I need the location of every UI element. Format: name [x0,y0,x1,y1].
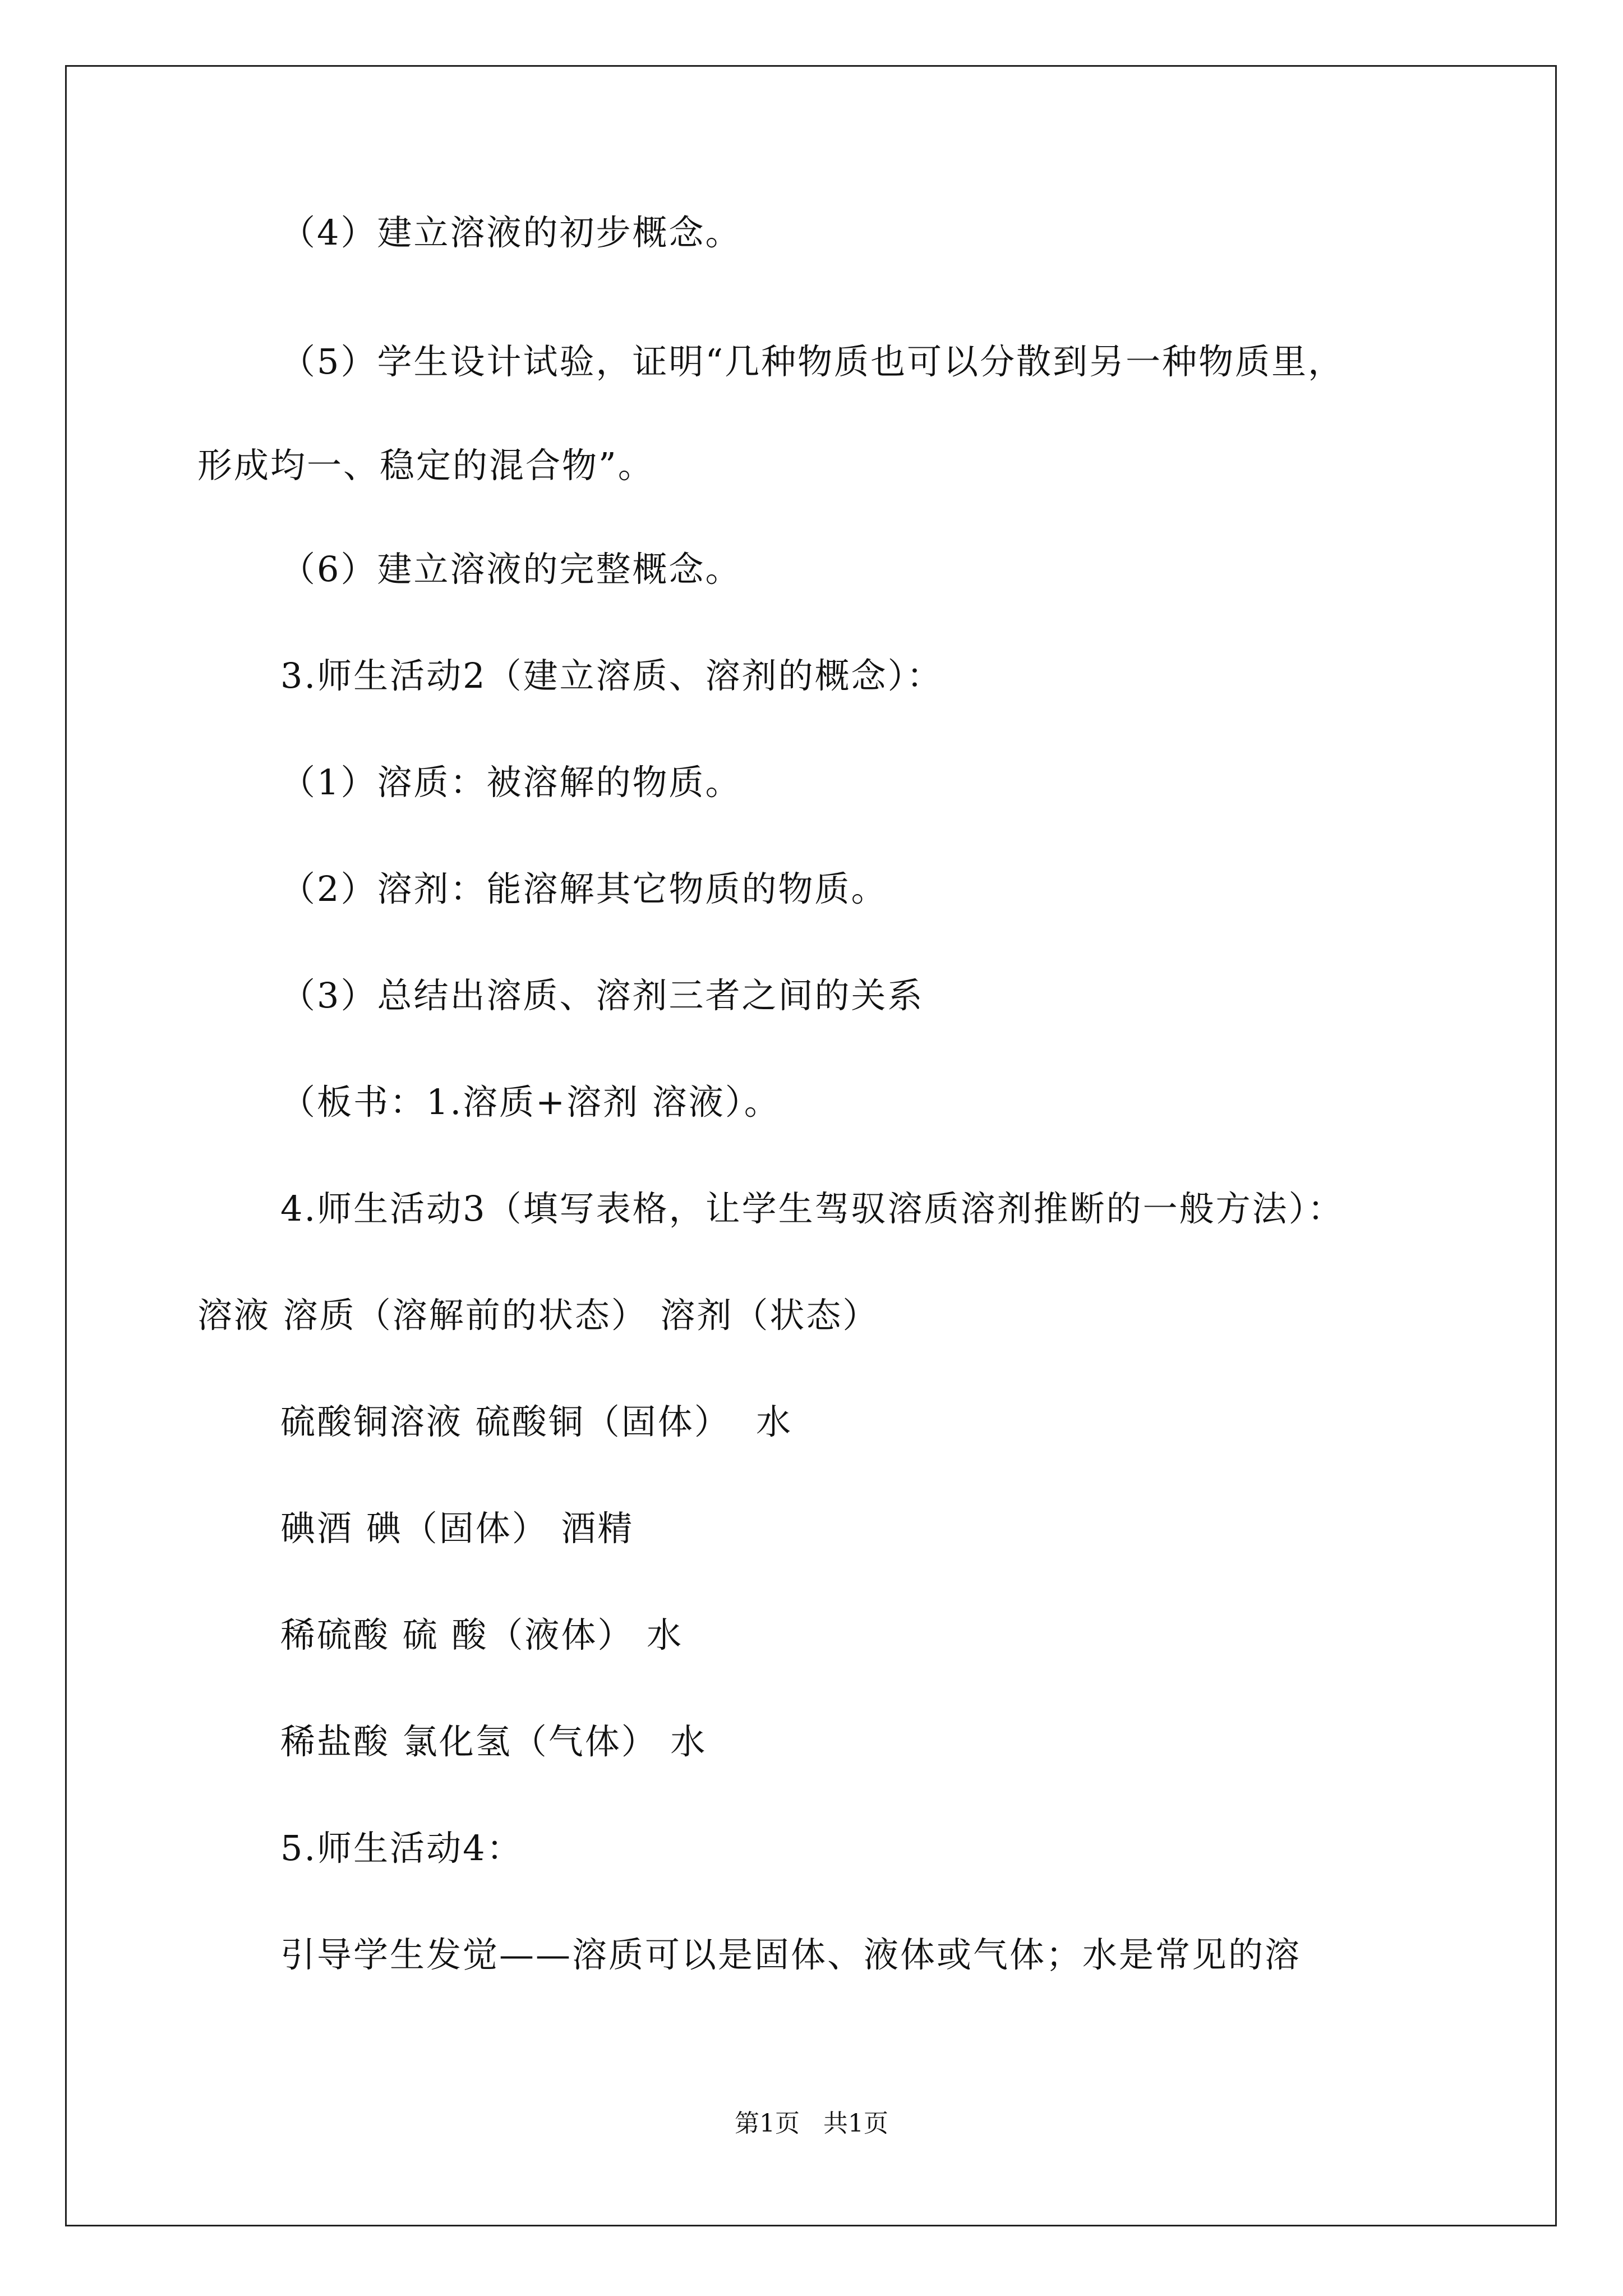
page-footer: 第1页 共1页 [735,2109,888,2138]
text-line: 稀盐酸 氯化氢（气体） 水 [280,1721,707,1762]
text-line: 4.师生活动3（填写表格，让学生驾驭溶质溶剂推断的一般方法）： [280,1188,1344,1229]
text-line: （3）总结出溶质、溶剂三者之间的关系 [280,975,924,1016]
text-line: 5.师生活动4： [280,1828,523,1869]
text-line: （6）建立溶液的完整概念。 [280,549,742,590]
text-line: （5）学生设计试验，证明“几种物质也可以分散到另一种物质里， [280,341,1345,382]
text-line: 碘酒 碘（固体） 酒精 [280,1508,634,1549]
text-line: 形成均一、稳定的混合物”。 [197,445,654,486]
text-line: （板书：1.溶质+溶剂 溶液）。 [280,1082,781,1122]
text-line: 引导学生发觉——溶质可以是固体、液体或气体；水是常见的溶 [280,1934,1302,1975]
text-line: 溶液 溶质（溶解前的状态） 溶剂（状态） [197,1295,879,1336]
page-border [65,65,1557,2226]
text-line: （1）溶质：被溶解的物质。 [280,762,742,803]
text-line: （4）建立溶液的初步概念。 [280,212,742,253]
text-line: 硫酸铜溶液 硫酸铜（固体） 水 [280,1401,793,1442]
text-line: 3.师生活动2（建立溶质、溶剂的概念）： [280,655,943,696]
text-line: 稀硫酸 硫 酸（液体） 水 [280,1614,684,1655]
text-line: （2）溶剂：能溶解其它物质的物质。 [280,868,888,909]
